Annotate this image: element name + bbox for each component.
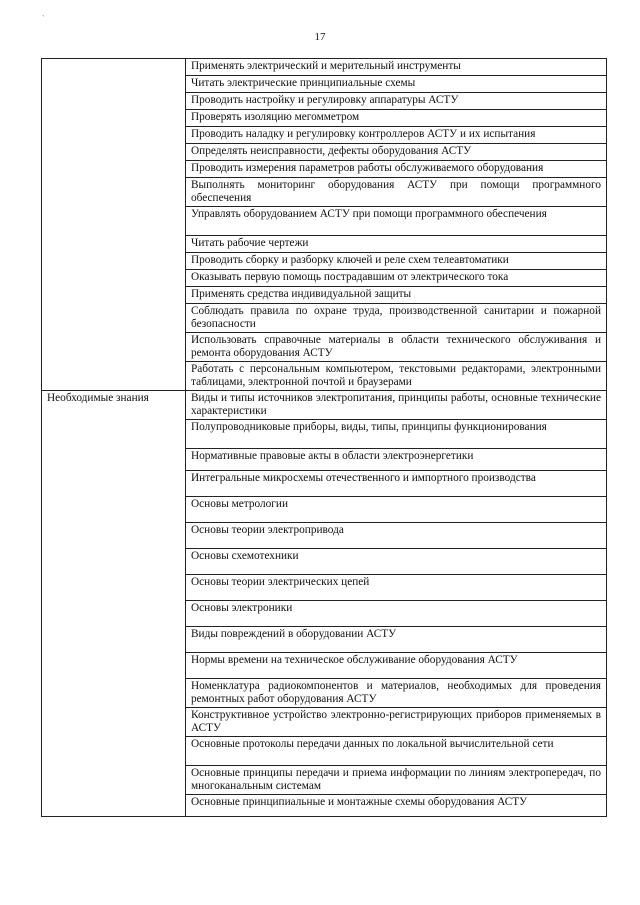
requirement-item: Проверять изоляцию мегомметром [186,110,607,127]
table-row [42,59,607,76]
requirement-item: Выполнять мониторинг оборудования АСТУ при помощи программного обеспечения [186,178,607,207]
requirement-item: Оказывать первую помощь пострадавшим от электрического тока [186,270,607,287]
requirement-item: Проводить измерения параметров работы обслуживаемого оборудования [186,161,607,178]
requirement-item: Основные принципы передачи и приема информации по линиям электропередач, по многоканальным системам [186,766,607,795]
requirement-item: Виды и типы источников электропитания, принципы работы, основные технические характеристики [186,391,607,420]
category-cell-empty [42,59,186,391]
requirement-item: Основы схемотехники [186,549,607,575]
requirement-item: Основы теории электропривода [186,523,607,549]
requirement-item: Применять электрический и мерительный инструменты [186,59,607,76]
requirement-item: Основы электроники [186,601,607,627]
requirement-item: Основы теории электрических цепей [186,575,607,601]
requirement-item: Проводить настройку и регулировку аппаратуры АСТУ [186,93,607,110]
scan-mark: ` [42,14,45,23]
requirement-item: Интегральные микросхемы отечественного и импортного производства [186,471,607,497]
requirement-item: Основные протоколы передачи данных по локальной вычислительной сети [186,737,607,766]
requirement-item: Читать электрические принципиальные схемы [186,76,607,93]
requirement-item: Проводить сборку и разборку ключей и реле схем телеавтоматики [186,253,607,270]
requirements-table [41,58,607,817]
requirement-item: Нормы времени на техническое обслуживание оборудования АСТУ [186,653,607,679]
requirement-item: Конструктивное устройство электронно-регистрирующих приборов применяемых в АСТУ [186,708,607,737]
requirement-item: Управлять оборудованием АСТУ при помощи программного обеспечения [186,207,607,236]
page-number: 17 [314,31,326,43]
requirement-item: Соблюдать правила по охране труда, производственной санитарии и пожарной безопасности [186,304,607,333]
requirement-item: Нормативные правовые акты в области электроэнергетики [186,449,607,471]
requirement-item: Читать рабочие чертежи [186,236,607,253]
requirement-item: Применять средства индивидуальной защиты [186,287,607,304]
requirement-item: Основы метрологии [186,497,607,523]
requirement-item: Полупроводниковые приборы, виды, типы, принципы функционирования [186,420,607,449]
requirement-item: Виды повреждений в оборудовании АСТУ [186,627,607,653]
requirement-item: Основные принципиальные и монтажные схемы оборудования АСТУ [186,795,607,817]
requirement-item: Работать с персональным компьютером, текстовыми редакторами, электронными таблицами, электронной почтой и браузерами [186,362,607,391]
category-cell-knowledge: Необходимые знания [42,391,186,817]
requirement-item: Проводить наладку и регулировку контроллеров АСТУ и их испытания [186,127,607,144]
requirement-item: Определять неисправности, дефекты оборудования АСТУ [186,144,607,161]
table-row [42,391,607,420]
requirement-item: Номенклатура радиокомпонентов и материалов, необходимых для проведения ремонтных работ оборудования АСТУ [186,679,607,708]
requirement-item: Использовать справочные материалы в области технического обслуживания и ремонта оборудования АСТУ [186,333,607,362]
